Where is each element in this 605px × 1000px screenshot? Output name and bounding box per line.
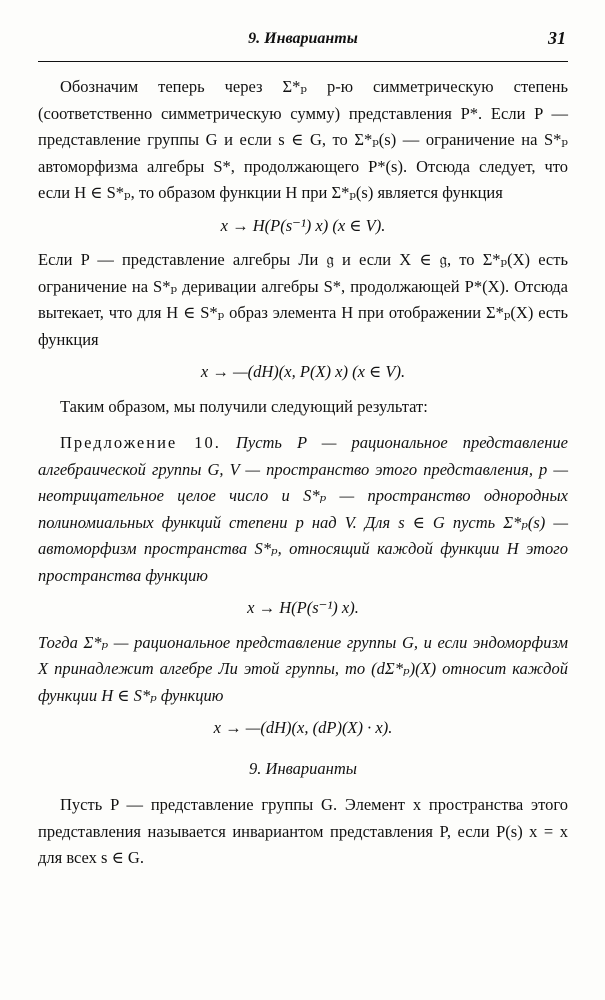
running-header — [38, 30, 568, 52]
formula-lie-action: x → —(dH)(x, P(X) x) (x ∈ V). — [200, 362, 406, 381]
proposition-statement: Пусть P — рациональное представление алгебраической группы G, V — пространство этого представления, p — неотрицательное целое число и S*ₚ — пространство однородных полиномиальных функций степени p над V. Для s ∈ G пусть Σ*ₚ(s) — автоморфизм пространства S*ₚ, относящий каждой функции H этого пространства функцию — [38, 433, 569, 585]
paragraph-result-intro: Таким образом, мы получили следующий результат: — [60, 396, 428, 416]
page-body — [38, 74, 568, 872]
proposition-conclusion: Тогда Σ*ₚ — рациональное представление группы G, и если эндоморфизм X принадлежит алгебре Ли этой группы, то (dΣ*ₚ)(X) относит каждой функции H ∈ S*ₚ функцию — [38, 632, 568, 705]
paragraph-symmetric-power: Обозначим теперь через Σ*ₚ p-ю симметрическую степень (соответственно симметрическую сумму) представления P*. Если P — представление группы G и если s ∈ G, то Σ*ₚ(s) — ограничение на S*ₚ автоморфизма алгебры S*, продолжающего P*(s). Отсюда следует, что если H ∈ S*ₚ, то образом функции H при Σ*ₚ(s) является функция — [38, 77, 568, 202]
page-number: 31 — [548, 28, 566, 48]
paragraph-invariant-definition: Пусть P — представление группы G. Элемент x пространства этого представления называется инвариантом представления P, если P(s) x = x для всех s ∈ G. — [38, 795, 568, 867]
formula-proposition-2: x → —(dH)(x, (dP)(X) · x). — [213, 718, 393, 737]
running-header-title: 9. Инварианты — [248, 30, 358, 47]
formula-group-action: x → H(P(s⁻¹) x) (x ∈ V). — [220, 215, 386, 235]
proposition-10 — [38, 430, 568, 589]
formula-proposition-1: x → H(P(s⁻¹) x). — [247, 598, 359, 617]
proposition-label: Предложение 10. — [60, 433, 221, 452]
header-rule — [38, 61, 568, 62]
paragraph-lie-algebra: Если P — представление алгебры Ли 𝔤 и если X ∈ 𝔤, то Σ*ₚ(X) есть ограничение на S*ₚ деривации алгебры S*, продолжающей P*(X). Отсюда вытекает, что для H ∈ S*ₚ образ элемента H при отображении Σ*ₚ(X) есть функция — [38, 250, 568, 349]
section-heading: 9. Инварианты — [249, 758, 357, 778]
